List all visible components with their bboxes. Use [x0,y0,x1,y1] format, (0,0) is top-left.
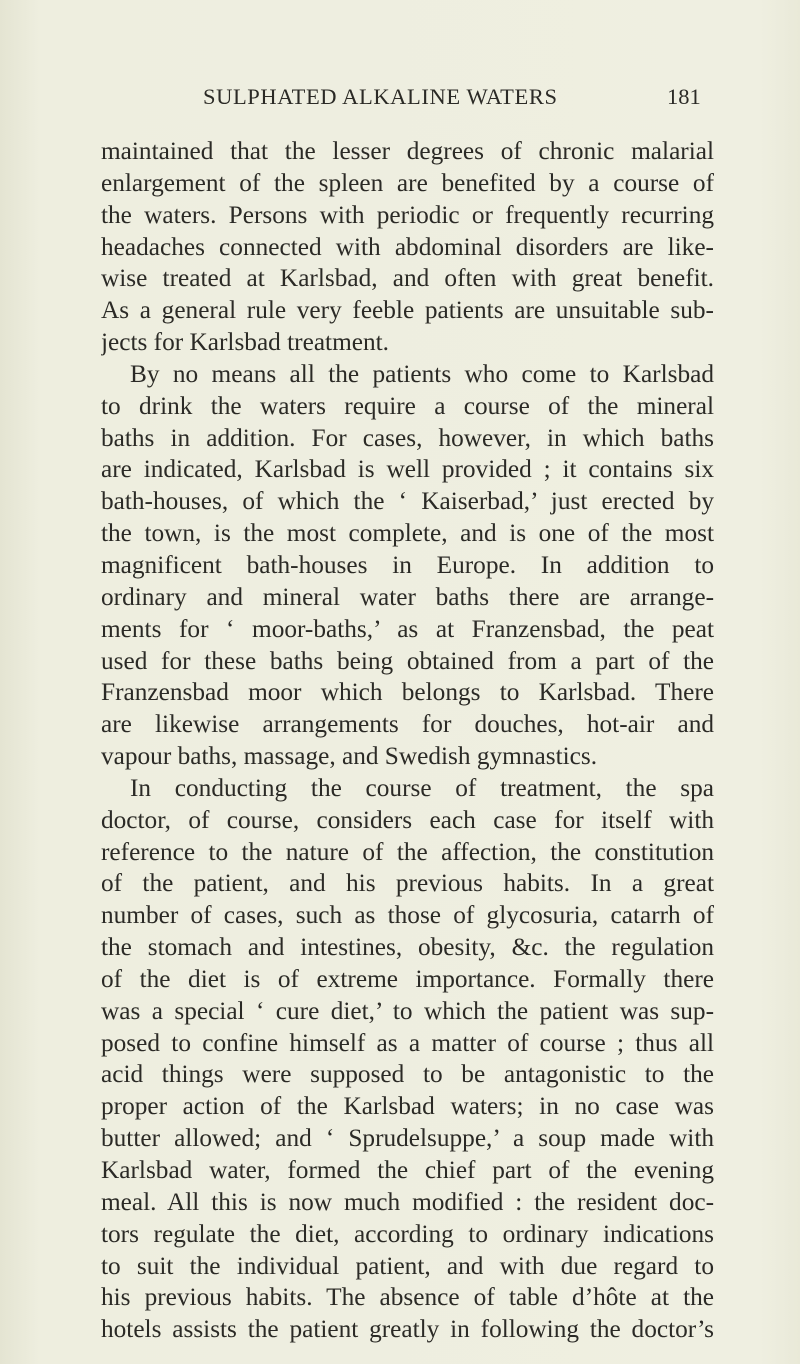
text-line: proper action of the Karlsbad waters; in no case was [101,1092,714,1121]
page-number: 181 [667,84,701,109]
text-line: headaches connected with abdominal disorders are like- [101,232,714,261]
text-line: jects for Karlsbad treatment. [101,328,389,357]
text-line: to suit the individual patient, and with due regard to [101,1251,714,1280]
text-line: number of cases, such as those of glycosuria, catarrh of [101,901,714,930]
text-line: magnificent bath-houses in Europe. In addition to [101,550,714,579]
text-line: ments for ‘ moor-baths,’ as at Franzensbad, the peat [101,614,714,643]
running-title: SULPHATED ALKALINE WATERS [203,84,558,109]
text-line: are indicated, Karlsbad is well provided ; it contains six [101,455,714,484]
page-header [0,84,800,114]
text-line: In conducting the course of treatment, the spa [130,773,714,802]
text-line: As a general rule very feeble patients are unsuitable sub- [101,296,714,325]
text-line: By no means all the patients who come to Karlsbad [130,359,714,388]
text-line: was a special ‘ cure diet,’ to which the patient was sup- [101,996,714,1025]
text-line: the town, is the most complete, and is one of the most [101,519,714,548]
text-line: ordinary and mineral water baths there are arrange- [101,582,714,611]
text-line: doctor, of course, considers each case for itself with [101,805,714,834]
text-line: vapour baths, massage, and Swedish gymnastics. [101,742,598,771]
text-line: Franzensbad moor which belongs to Karlsbad. There [101,678,714,707]
text-line: posed to confine himself as a matter of course ; thus all [101,1028,714,1057]
text-line: the stomach and intestines, obesity, &c. the regulation [101,933,714,962]
text-line: the waters. Persons with periodic or frequently recurring [101,200,714,229]
text-line: baths in addition. For cases, however, in which baths [101,423,714,452]
text-line: bath-houses, of which the ‘ Kaiserbad,’ just erected by [101,487,714,516]
text-line: acid things were supposed to be antagonistic to the [101,1060,714,1089]
text-line: wise treated at Karlsbad, and often with great benefit. [101,264,714,293]
text-line: meal. All this is now much modified : the resident doc- [101,1187,714,1216]
text-line: maintained that the lesser degrees of chronic malarial [101,137,714,165]
text-line: of the patient, and his previous habits. In a great [101,869,714,898]
text-line: are likewise arrangements for douches, hot-air and [101,710,714,739]
text-line: used for these baths being obtained from a part of the [101,646,714,675]
body-text [101,136,714,1346]
text-line: of the diet is of extreme importance. Formally there [101,964,714,993]
text-line: butter allowed; and ‘ Sprudelsuppe,’ a soup made with [101,1124,714,1153]
text-line: his previous habits. The absence of table d’hôte at the [101,1283,714,1312]
text-line: Karlsbad water, formed the chief part of the evening [101,1156,714,1184]
text-line: to drink the waters require a course of the mineral [101,391,714,420]
text-line: hotels assists the patient greatly in following the doctor’s [101,1315,714,1344]
text-line: reference to the nature of the affection, the constitution [101,837,714,866]
text-line: tors regulate the diet, according to ordinary indications [101,1219,714,1248]
text-line: enlargement of the spleen are benefited by a course of [101,168,714,197]
